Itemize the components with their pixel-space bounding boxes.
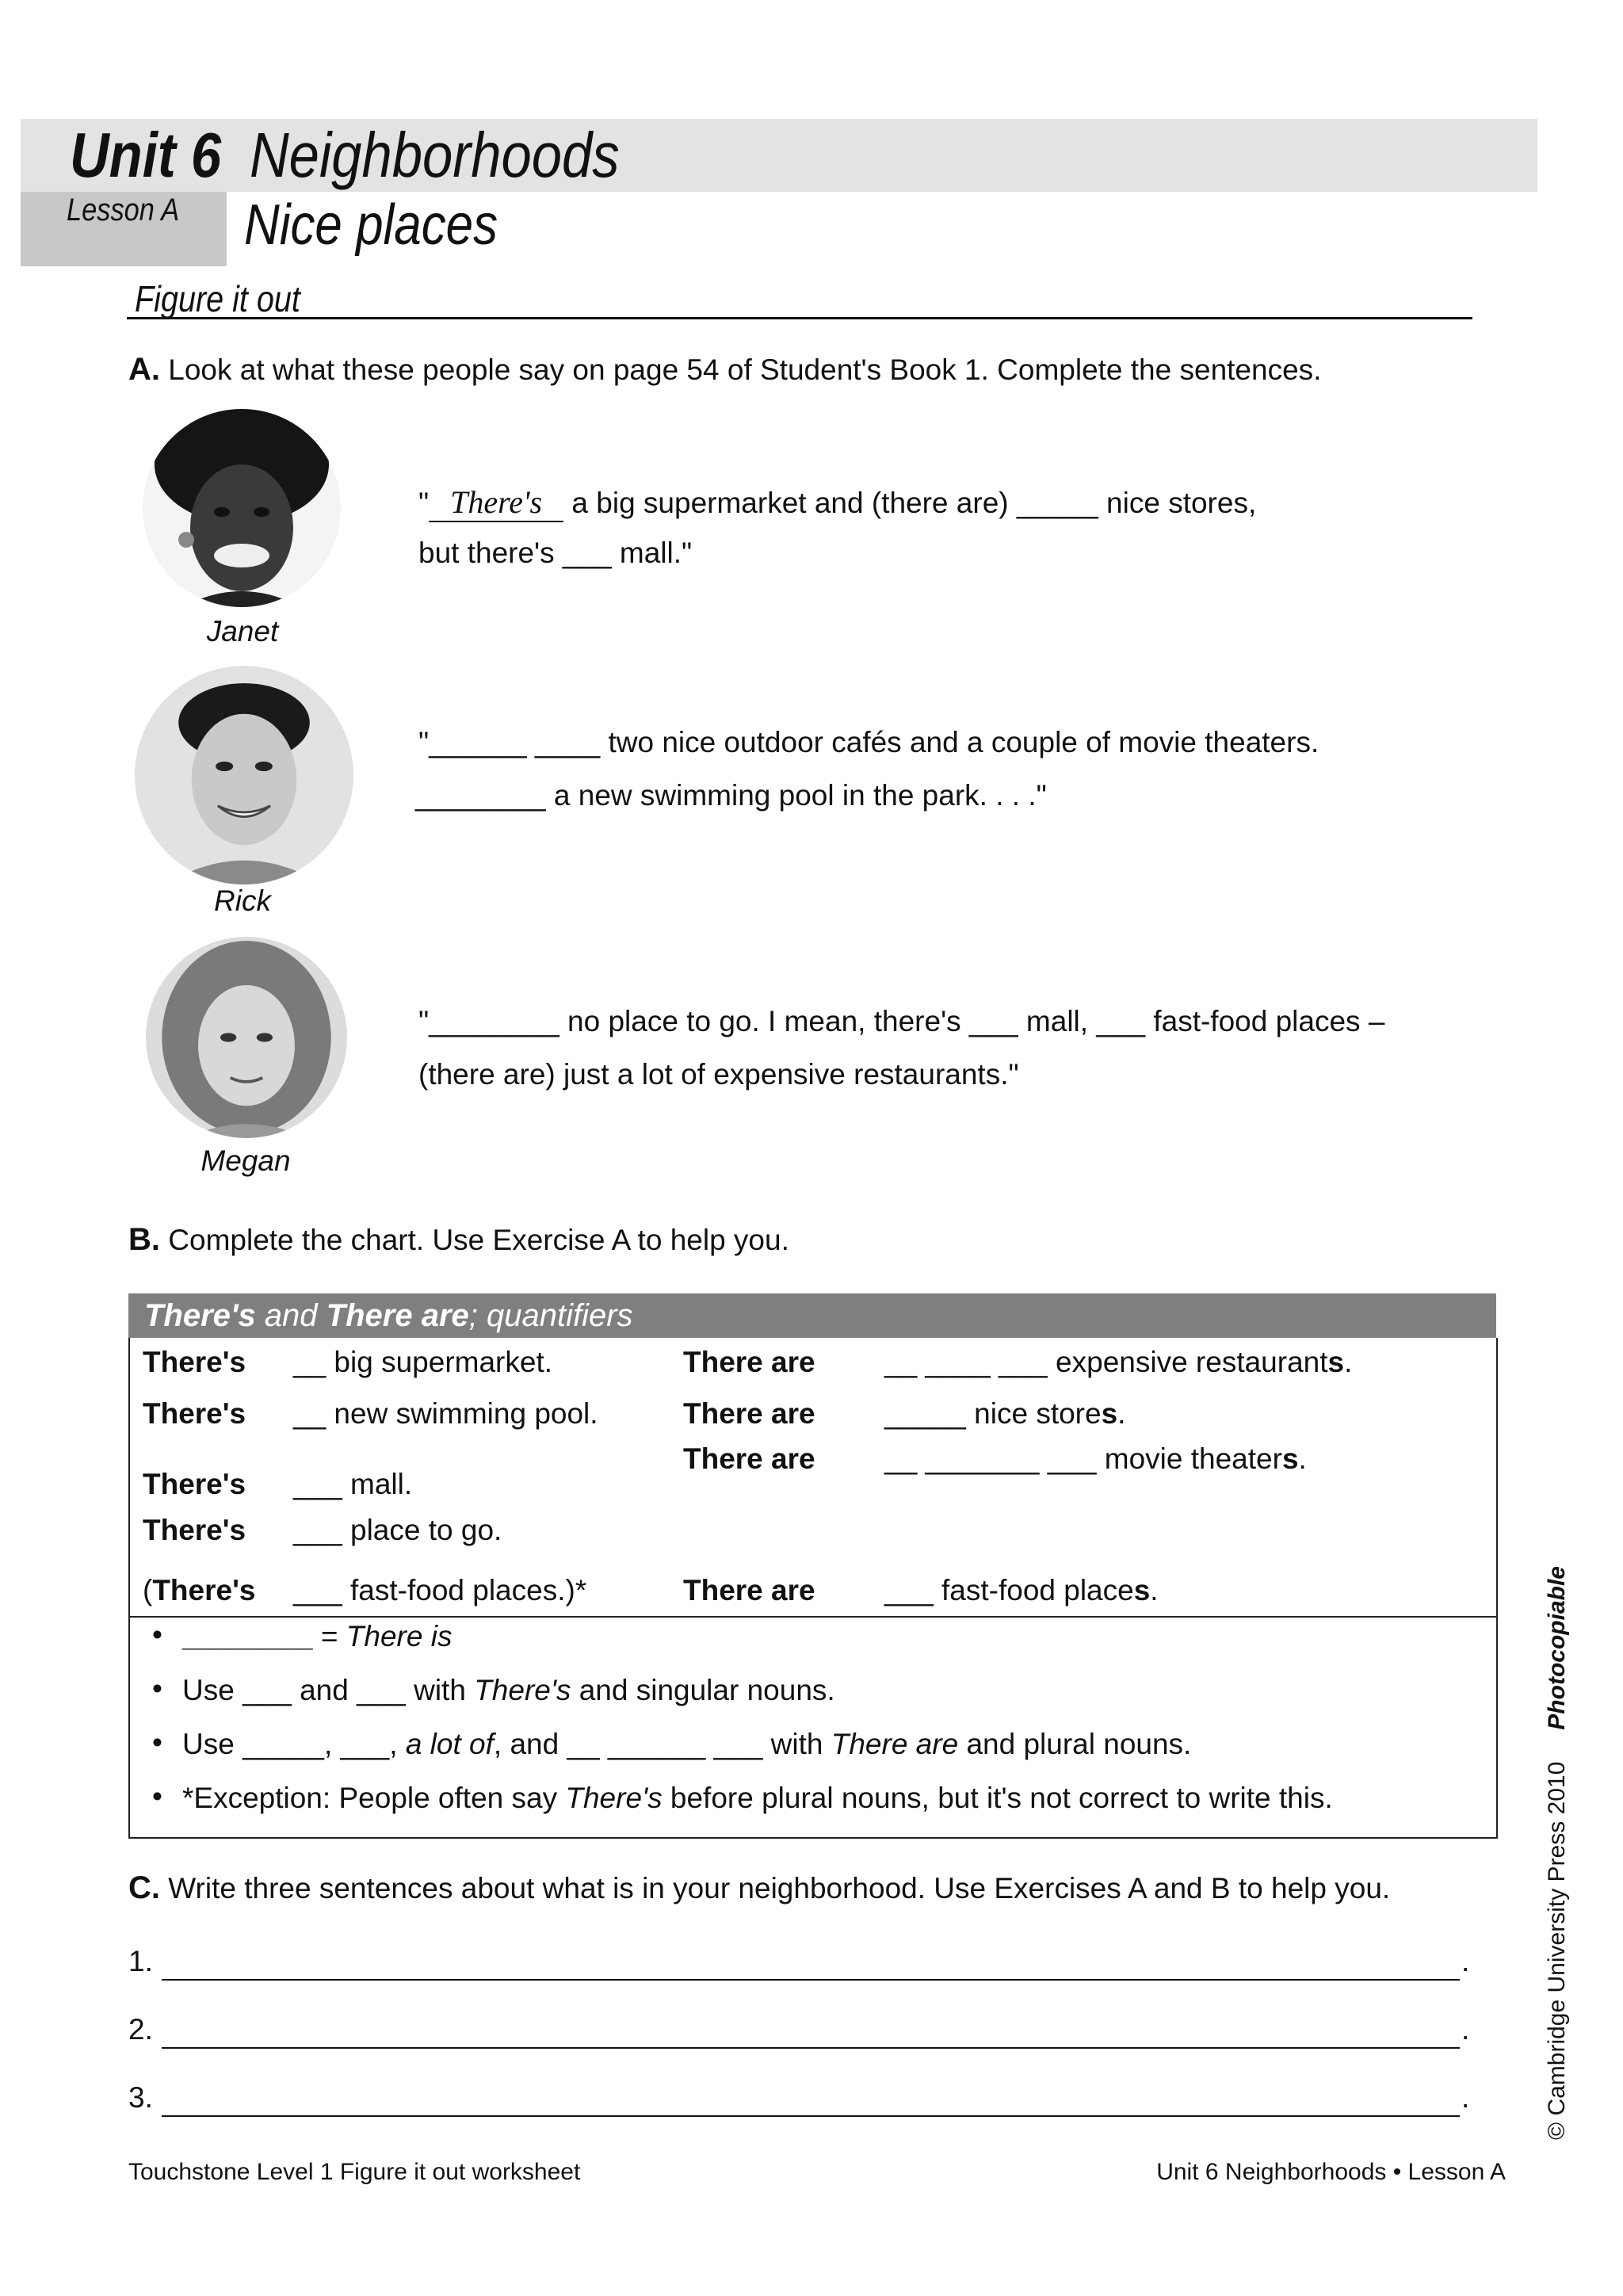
exercise-a-letter: A. (128, 352, 160, 387)
row-text: __ ____ ___ expensive restaurant (884, 1346, 1328, 1378)
answer-line-period: . (1461, 2013, 1470, 2046)
chart-right-row-text (884, 1442, 1307, 1476)
exercise-a-instruction (128, 352, 1321, 388)
rule-italic: a lot of (405, 1728, 494, 1760)
row-end: . (1150, 1574, 1159, 1606)
title-quantifiers: ; quantifiers (468, 1298, 633, 1333)
bullet-dot: • (152, 1780, 162, 1813)
title-theres: There's (144, 1298, 256, 1333)
chart-left-row (143, 1514, 246, 1547)
row-end: . (1298, 1442, 1307, 1475)
lesson-title: Nice places (244, 193, 498, 257)
bullet-dot: • (152, 1618, 162, 1651)
grammar-chart-title (144, 1298, 633, 1334)
chart-left-row-text: __ new swimming pool. (293, 1397, 598, 1430)
chart-right-row-text (884, 1397, 1125, 1431)
rule-italic: There's (474, 1674, 571, 1706)
row-subject: There's (143, 1514, 246, 1546)
quote-open: " (418, 487, 430, 519)
answer-line-period: . (1461, 2081, 1470, 2114)
answer-line-period: . (1461, 1945, 1470, 1977)
answer-line-3[interactable] (162, 2115, 1460, 2117)
row-end: . (1117, 1397, 1126, 1430)
title-there-are: There are (326, 1298, 469, 1333)
answer-line-number: 3. (128, 2081, 153, 2114)
rick-caption: Rick (214, 884, 271, 917)
janet-portrait (143, 409, 341, 607)
answer-line-number: 1. (128, 1945, 153, 1977)
plural-s: s (1327, 1346, 1345, 1378)
rule-eq: = (312, 1620, 346, 1652)
janet-line-1 (418, 483, 1256, 522)
row-subject: There's (143, 1346, 246, 1378)
bullet-dot: • (152, 1672, 162, 1705)
chart-right-subject: There are (683, 1442, 815, 1475)
bullet-dot: • (152, 1726, 162, 1759)
answer-line-number: 2. (128, 2013, 153, 2046)
megan-line-2: (there are) just a lot of expensive restaurants." (418, 1058, 1019, 1091)
rule-text: and plural nouns. (958, 1728, 1192, 1760)
row-prefix: ( (143, 1574, 153, 1606)
copyright-side-note (1544, 1506, 1571, 2140)
photocopiable-text: Photocopiable (1544, 1566, 1570, 1730)
row-text: __ _______ ___ movie theater (884, 1442, 1282, 1475)
rick-portrait (135, 666, 353, 884)
rule-1 (182, 1620, 452, 1653)
exercise-c-text: Write three sentences about what is in your neighborhood. Use Exercises A and B to help you. (168, 1872, 1391, 1904)
plural-s: s (1101, 1397, 1118, 1430)
janet-caption: Janet (206, 615, 279, 648)
exercise-a-text: Look at what these people say on page 54 of Student's Book 1. Complete the sentences. (168, 353, 1322, 386)
rick-line-1: "______ ____ two nice outdoor cafés and a couple of movie theaters. (418, 726, 1319, 758)
rule-text: Use ___ and ___ with (182, 1674, 475, 1706)
exercise-b-instruction (128, 1222, 789, 1258)
row-subject: There's (143, 1468, 246, 1500)
rule-4 (182, 1782, 1333, 1815)
rule-italic: There are (831, 1728, 959, 1760)
rule-italic: There is (346, 1620, 453, 1652)
chart-left-row (143, 1397, 246, 1431)
title-and: and (255, 1298, 327, 1333)
rule-text: and singular nouns. (571, 1674, 835, 1706)
section-title-rule (127, 317, 1472, 319)
rule-2 (182, 1674, 835, 1707)
plural-s: s (1133, 1574, 1151, 1606)
unit-title: Neighborhoods (250, 120, 620, 190)
row-subject: There's (143, 1397, 246, 1430)
janet-handwritten-answer: There's (429, 483, 563, 522)
footer-left: Touchstone Level 1 Figure it out worksheet (128, 2159, 581, 2185)
plural-s: s (1281, 1442, 1299, 1475)
chart-right-subject: There are (683, 1397, 815, 1430)
section-title: Figure it out (135, 278, 300, 319)
rule-italic: There's (565, 1782, 663, 1814)
chart-left-row-text: ___ place to go. (293, 1514, 502, 1546)
exercise-b-letter: B. (128, 1222, 160, 1257)
chart-right-row-text (884, 1346, 1352, 1379)
chart-left-row-text: __ big supermarket. (293, 1346, 553, 1378)
grammar-chart-header (128, 1293, 1496, 1338)
rule-text: Use _____, ___, (182, 1728, 406, 1760)
rule-text: before plural nouns, but it's not correct to write this. (662, 1782, 1333, 1814)
row-subject: There's (152, 1574, 256, 1606)
row-text: ___ fast-food place (884, 1574, 1134, 1606)
chart-left-row (143, 1346, 246, 1379)
unit-header-band (21, 119, 1537, 192)
janet-line-1-rest: a big supermarket and (there are) _____ nice stores, (563, 487, 1257, 519)
chart-left-row-text: ___ fast-food places.)* (293, 1574, 587, 1606)
rick-line-2: ________ a new swimming pool in the park. . . ." (415, 779, 1047, 812)
rule-blank: ________ (182, 1620, 313, 1652)
rule-3 (182, 1728, 1191, 1761)
exercise-c-letter: C. (128, 1870, 160, 1905)
chart-left-row-text: ___ mall. (293, 1468, 413, 1500)
chart-right-row-text (884, 1574, 1159, 1607)
rule-text: , and __ ______ ___ with (493, 1728, 831, 1760)
exercise-c-instruction (128, 1870, 1390, 1906)
megan-portrait (146, 937, 347, 1138)
megan-line-1: "________ no place to go. I mean, there's ___ mall, ___ fast-food places – (418, 1005, 1385, 1037)
rule-text: *Exception: People often say (182, 1782, 566, 1814)
exercise-b-text: Complete the chart. Use Exercise A to help you. (168, 1224, 789, 1256)
lesson-label: Lesson A (67, 193, 180, 227)
unit-label: Unit 6 (70, 120, 222, 190)
chart-left-row (143, 1468, 246, 1501)
answer-line-1[interactable] (162, 1979, 1460, 1981)
chart-left-row (143, 1574, 255, 1607)
megan-caption: Megan (200, 1144, 291, 1177)
row-text: _____ nice store (884, 1397, 1102, 1430)
copyright-text: © Cambridge University Press 2010 (1544, 1761, 1570, 2140)
row-end: . (1344, 1346, 1353, 1378)
grammar-chart-divider (128, 1616, 1496, 1618)
answer-line-2[interactable] (162, 2047, 1460, 2049)
chart-right-subject: There are (683, 1574, 815, 1606)
footer-right: Unit 6 Neighborhoods • Lesson A (1156, 2159, 1506, 2185)
janet-line-2: but there's ___ mall." (418, 537, 693, 569)
chart-right-subject: There are (683, 1346, 815, 1378)
